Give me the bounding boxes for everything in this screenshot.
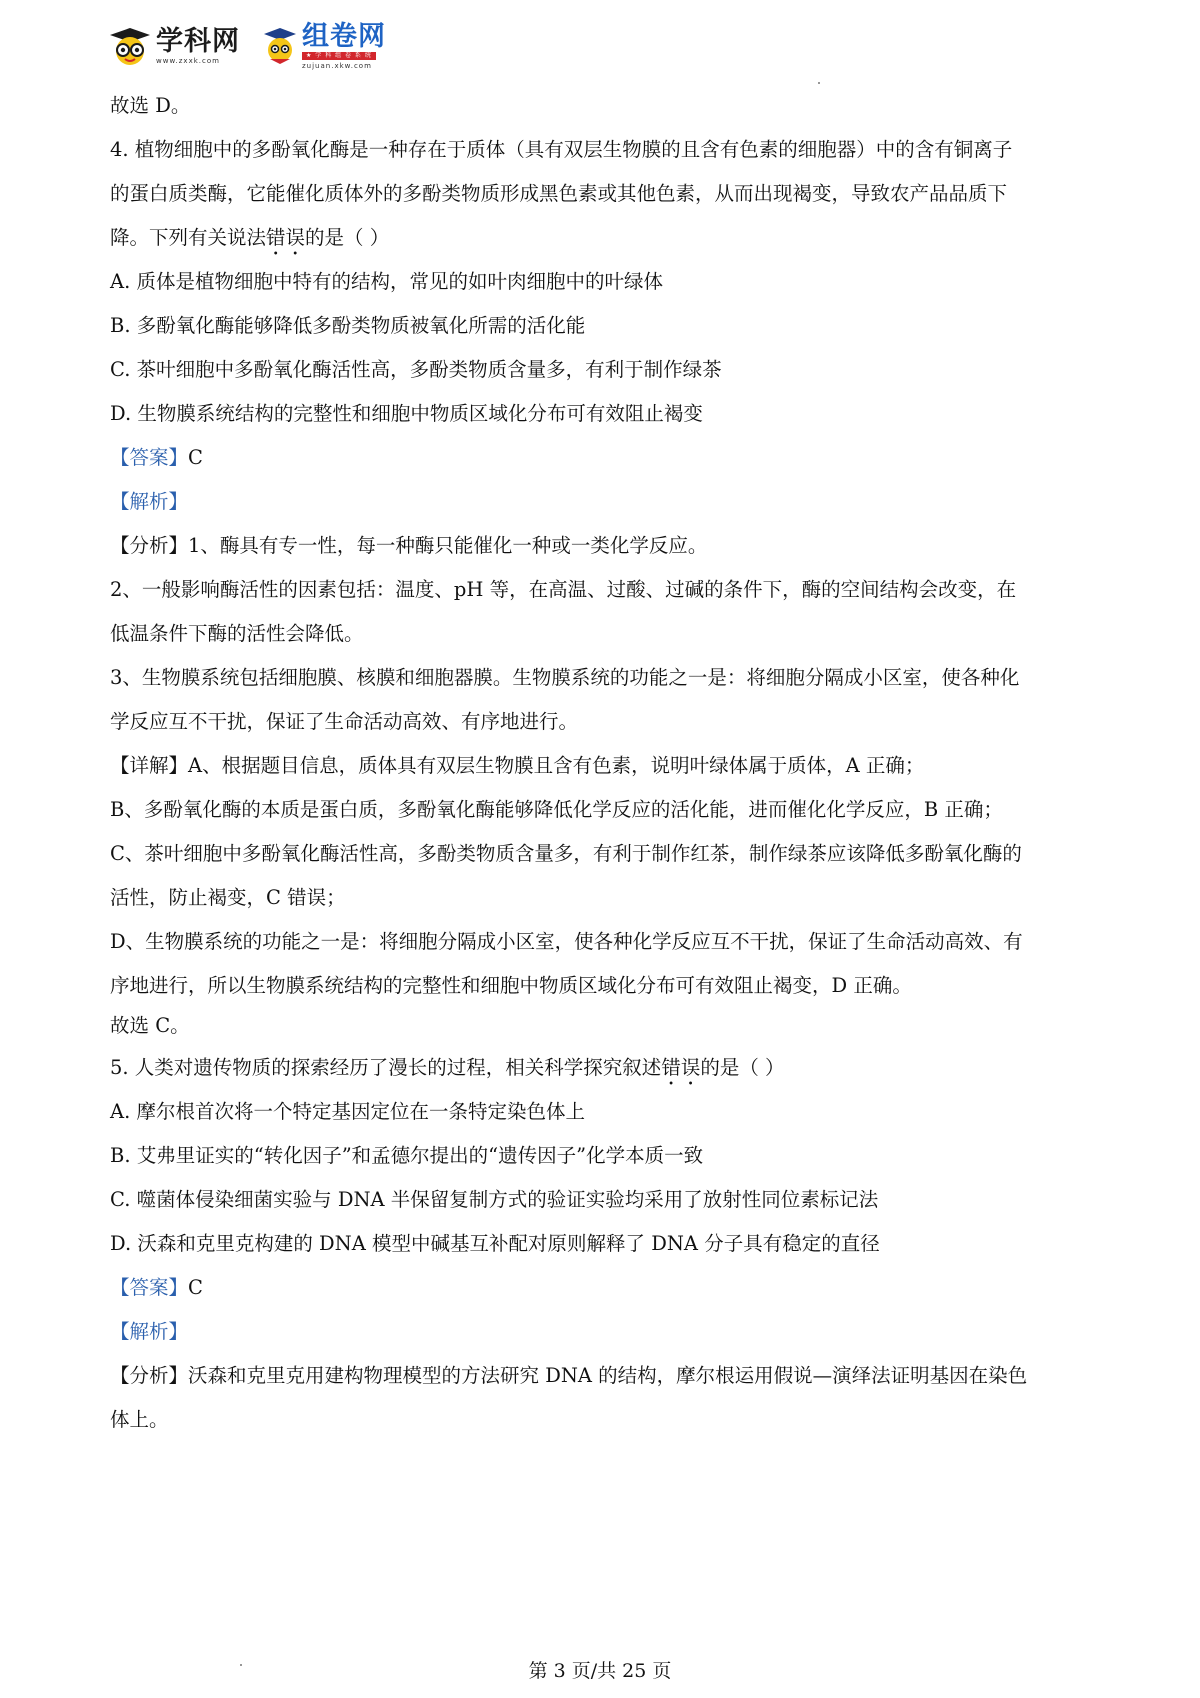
option-d: D. 生物膜系统结构的完整性和细胞中物质区域化分布可有效阻止褐变 (110, 402, 703, 425)
analysis-line: 3、生物膜系统包括细胞膜、核膜和细胞器膜。生物膜系统的功能之一是：将细胞分隔成小区室，使各种化 (110, 666, 1020, 689)
zjw-logo-name: 组卷网 (302, 20, 386, 52)
choose-line: 故选 C。 (110, 1014, 190, 1037)
answer-value: C (188, 1276, 203, 1299)
option-a: A. 质体是植物细胞中特有的结构，常见的如叶肉细胞中的叶绿体 (110, 270, 663, 293)
answer-tag: 【答案】 (110, 1276, 189, 1299)
option-a: A. 摩尔根首次将一个特定基因定位在一条特定染色体上 (110, 1100, 585, 1123)
option-d: D. 沃森和克里克构建的 DNA 模型中碱基互补配对原则解释了 DNA 分子具有稳定的直径 (110, 1232, 880, 1255)
owl-mascot-icon (108, 26, 152, 66)
option-c: C. 噬菌体侵染细菌实验与 DNA 半保留复制方式的验证实验均采用了放射性同位素标记法 (110, 1188, 879, 1211)
answer-value: C (188, 446, 203, 469)
answer-tag: 【答案】 (110, 446, 189, 469)
text-line: 故选 D。 (110, 94, 191, 117)
question-4-line-1: 4. 植物细胞中的多酚氧化酶是一种存在于质体（具有双层生物膜的且含有色素的细胞器）中的含有铜离子 (110, 138, 1013, 161)
emphasized-word: 错误 (661, 1056, 701, 1079)
page-number: 第 3 页/共 25 页 (528, 1660, 672, 1682)
page-header (108, 20, 408, 72)
xkw-logo-url: www.zxxk.com (156, 56, 220, 65)
question-4-stem-text: 降。下列有关说法 (110, 226, 267, 249)
analysis-line: 2、一般影响酶活性的因素包括：温度、pH 等，在高温、过酸、过碱的条件下，酶的空间结构会改变，在 (110, 578, 1017, 601)
analysis-line: 低温条件下酶的活性会降低。 (110, 622, 364, 645)
analysis-tag: 【解析】 (110, 490, 189, 513)
option-b: B. 艾弗里证实的“转化因子”和孟德尔提出的“遗传因子”化学本质一致 (110, 1144, 704, 1167)
option-c: C. 茶叶细胞中多酚氧化酶活性高，多酚类物质含量多，有利于制作绿茶 (110, 358, 722, 381)
detail-line: 【详解】A、根据题目信息，质体具有双层生物膜且含有色素，说明叶绿体属于质体，A 正确； (110, 754, 925, 777)
emphasized-word: 错误 (266, 226, 306, 249)
option-b: B. 多酚氧化酶能够降低多酚类物质被氧化所需的活化能 (110, 314, 586, 337)
answer-bracket: 的是（ ） (305, 226, 390, 249)
question-4-line-2: 的蛋白质类酶，它能催化质体外的多酚类物质形成黑色素或其他色素，从而出现褐变，导致农产品品质下 (110, 182, 1008, 205)
question-5-line-1 (110, 1054, 1095, 1090)
analysis-line: 【分析】沃森和克里克用建构物理模型的方法研究 DNA 的结构，摩尔根运用假说—演绎法证明基因在染色 (110, 1364, 1028, 1387)
detail-line: B、多酚氧化酶的本质是蛋白质，多酚氧化酶能够降低化学反应的活化能，进而催化化学反应，B 正确； (110, 798, 1003, 821)
detail-line: D、生物膜系统的功能之一是：将细胞分隔成小区室，使各种化学反应互不干扰，保证了生命活动高效、有 (110, 930, 1023, 953)
xkw-logo-name: 学科网 (156, 25, 240, 57)
detail-line: C、茶叶细胞中多酚氧化酶活性高，多酚类物质含量多，有利于制作红茶，制作绿茶应该降低多酚氧化酶的 (110, 842, 1022, 865)
student-mascot-icon (262, 26, 298, 66)
question-5-stem-text: 5. 人类对遗传物质的探索经历了漫长的过程，相关科学探究叙述 (110, 1056, 662, 1079)
analysis-line: 【分析】1、酶具有专一性，每一种酶只能催化一种或一类化学反应。 (110, 534, 708, 557)
xkw-logo (108, 26, 240, 66)
analysis-line: 体上。 (110, 1408, 169, 1431)
answer-line (110, 1274, 1095, 1302)
detail-line: 活性，防止褐变，C 错误； (110, 886, 346, 909)
zjw-logo-subtitle: ★ 学 科 组 卷 系 统 (302, 52, 376, 60)
zjw-logo-url: zujuan.xkw.com (302, 61, 372, 70)
analysis-tag: 【解析】 (110, 1320, 189, 1343)
question-4-line-3 (110, 224, 1095, 260)
zjw-logo (262, 20, 386, 70)
analysis-line: 学反应互不干扰，保证了生命活动高效、有序地进行。 (110, 710, 579, 733)
answer-bracket: 的是（ ） (700, 1056, 785, 1079)
answer-line (110, 444, 1095, 472)
detail-line: 序地进行，所以生物膜系统结构的完整性和细胞中物质区域化分布可有效阻止褐变，D 正确。 (110, 974, 912, 997)
scan-speck (818, 82, 820, 84)
